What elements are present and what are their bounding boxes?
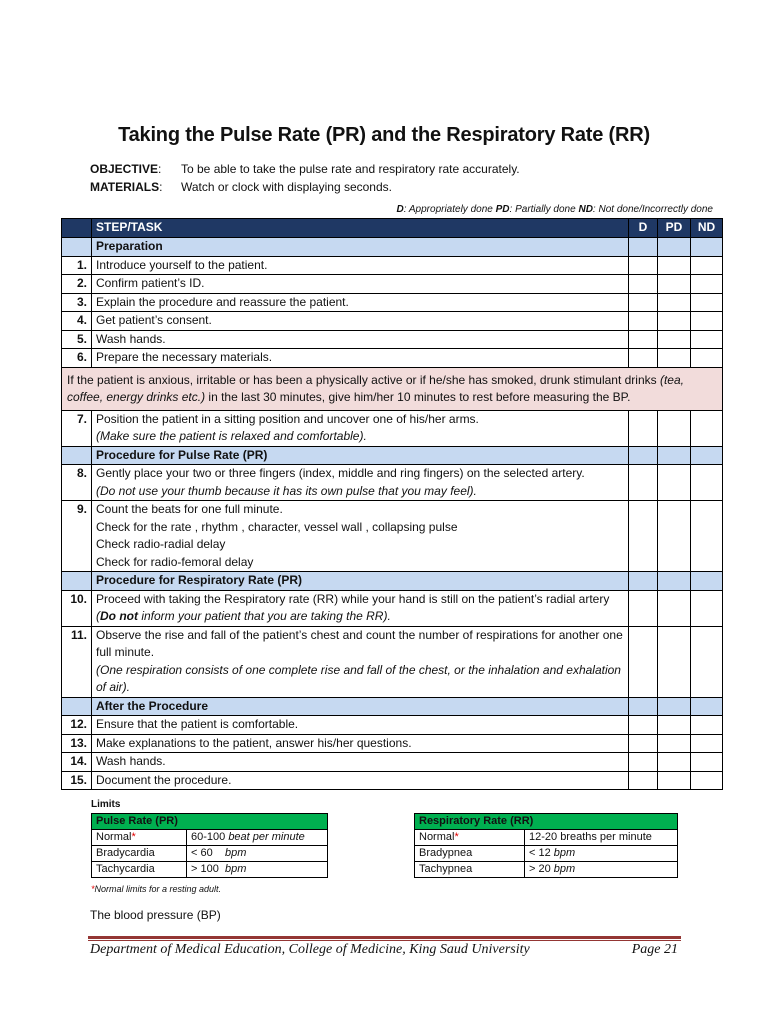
pd-checkbox[interactable] bbox=[658, 256, 691, 275]
table-row: 3. Explain the procedure and reassure the patient. bbox=[62, 293, 723, 312]
d-checkbox[interactable] bbox=[629, 330, 658, 349]
pd-checkbox[interactable] bbox=[658, 590, 691, 626]
table-row: Bradycardia < 60 bpm bbox=[92, 846, 328, 862]
nd-checkbox[interactable] bbox=[691, 349, 723, 368]
legend-d-text: : Appropriately done bbox=[403, 204, 496, 215]
blood-pressure-heading: The blood pressure (BP) bbox=[90, 908, 221, 922]
pd-checkbox[interactable] bbox=[658, 410, 691, 446]
grading-legend bbox=[396, 204, 713, 215]
nd-checkbox[interactable] bbox=[691, 734, 723, 753]
table-row: 1. Introduce yourself to the patient. bbox=[62, 256, 723, 275]
nd-column-header: ND bbox=[691, 219, 723, 238]
limits-header-row bbox=[415, 814, 678, 830]
objective-block bbox=[90, 160, 520, 196]
nd-checkbox[interactable] bbox=[691, 771, 723, 790]
objective-row: OBJECTIVE: To be able to take the pulse rate and respiratory rate accurately. bbox=[90, 162, 520, 176]
table-row: 10. Proceed with taking the Respiratory rate (RR) while your hand is still on the patient’s radial artery (Do not inform your patient that you are taking the RR). bbox=[62, 590, 723, 626]
d-checkbox[interactable] bbox=[629, 293, 658, 312]
pd-checkbox[interactable] bbox=[658, 349, 691, 368]
table-row: Tachypnea > 20 bpm bbox=[415, 862, 678, 878]
precaution-note: If the patient is anxious, irritable or has been a physically active or if he/she has smoked, drunk stimulant drinks (tea, coffee, energy drinks etc.) in the last 30 minutes, give him/her 10 minutes to rest before measuring the BP. bbox=[62, 367, 723, 410]
d-checkbox[interactable] bbox=[629, 771, 658, 790]
legend-d-key: D bbox=[396, 204, 404, 215]
pd-checkbox[interactable] bbox=[658, 734, 691, 753]
footer-divider bbox=[88, 936, 681, 939]
table-row: 14. Wash hands. bbox=[62, 753, 723, 772]
materials-text: Watch or clock with displaying seconds. bbox=[181, 180, 392, 194]
table-row: Normal* 12-20 breaths per minute bbox=[415, 830, 678, 846]
nd-checkbox[interactable] bbox=[691, 256, 723, 275]
table-header-row bbox=[62, 219, 723, 238]
section-row-preparation bbox=[62, 238, 723, 257]
limits-title: Limits bbox=[91, 799, 121, 810]
table-row: Normal* 60-100 beat per minute bbox=[92, 830, 328, 846]
d-checkbox[interactable] bbox=[629, 312, 658, 331]
nd-checkbox[interactable] bbox=[691, 626, 723, 697]
section-row-after bbox=[62, 697, 723, 716]
pd-checkbox[interactable] bbox=[658, 330, 691, 349]
legend-pd-key: PD bbox=[495, 204, 510, 215]
footer-department: Department of Medical Education, College of Medicine, King Saud University bbox=[90, 942, 530, 957]
table-row: 9. Count the beats for one full minute. Check for the rate , rhythm , character, vessel wall , collapsing pulse Check radio-radial delay Check for radio-femoral delay bbox=[62, 501, 723, 572]
footer-divider-thin bbox=[88, 940, 681, 941]
pd-checkbox[interactable] bbox=[658, 465, 691, 501]
table-row: Tachycardia > 100 bpm bbox=[92, 862, 328, 878]
footer-page-number: Page 21 bbox=[631, 942, 678, 957]
precaution-note-row bbox=[62, 367, 723, 410]
table-row: 13. Make explanations to the patient, answer his/her questions. bbox=[62, 734, 723, 753]
page-title: Taking the Pulse Rate (PR) and the Respiratory Rate (RR) bbox=[118, 124, 650, 146]
nd-checkbox[interactable] bbox=[691, 330, 723, 349]
table-row: Bradypnea < 12 bpm bbox=[415, 846, 678, 862]
objective-label: OBJECTIVE bbox=[90, 162, 159, 176]
pulse-rate-limits-table bbox=[91, 813, 328, 878]
table-row: 12. Ensure that the patient is comfortable. bbox=[62, 716, 723, 735]
limits-footnote: *Normal limits for a resting adult. bbox=[91, 884, 222, 894]
legend-pd-text: : Partially done bbox=[509, 204, 579, 215]
d-checkbox[interactable] bbox=[629, 275, 658, 294]
d-checkbox[interactable] bbox=[629, 410, 658, 446]
d-checkbox[interactable] bbox=[629, 349, 658, 368]
pd-checkbox[interactable] bbox=[658, 626, 691, 697]
pd-checkbox[interactable] bbox=[658, 716, 691, 735]
table-row: 7. Position the patient in a sitting position and uncover one of his/her arms. (Make sure the patient is relaxed and comfortable). bbox=[62, 410, 723, 446]
table-row: 5. Wash hands. bbox=[62, 330, 723, 349]
section-row-pulse bbox=[62, 446, 723, 465]
section-row-respiratory bbox=[62, 572, 723, 591]
section-label: Preparation bbox=[92, 238, 629, 257]
pd-checkbox[interactable] bbox=[658, 771, 691, 790]
nd-checkbox[interactable] bbox=[691, 410, 723, 446]
nd-checkbox[interactable] bbox=[691, 293, 723, 312]
section-label: After the Procedure bbox=[92, 697, 629, 716]
pr-limits-header: Pulse Rate (PR) bbox=[92, 814, 328, 830]
checklist-table bbox=[61, 218, 723, 790]
pd-checkbox[interactable] bbox=[658, 293, 691, 312]
pd-checkbox[interactable] bbox=[658, 275, 691, 294]
section-label: Procedure for Respiratory Rate (PR) bbox=[92, 572, 629, 591]
nd-checkbox[interactable] bbox=[691, 590, 723, 626]
rr-limits-header: Respiratory Rate (RR) bbox=[415, 814, 678, 830]
d-checkbox[interactable] bbox=[629, 590, 658, 626]
legend-nd-text: : Not done/Incorrectly done bbox=[592, 204, 713, 215]
materials-row: MATERIALS: Watch or clock with displaying seconds. bbox=[90, 180, 392, 194]
table-row: 15. Document the procedure. bbox=[62, 771, 723, 790]
d-checkbox[interactable] bbox=[629, 465, 658, 501]
step-task-header: STEP/TASK bbox=[92, 219, 629, 238]
limits-header-row bbox=[92, 814, 328, 830]
d-checkbox[interactable] bbox=[629, 256, 658, 275]
pd-column-header: PD bbox=[658, 219, 691, 238]
nd-checkbox[interactable] bbox=[691, 275, 723, 294]
section-label: Procedure for Pulse Rate (PR) bbox=[92, 446, 629, 465]
table-row: 2. Confirm patient’s ID. bbox=[62, 275, 723, 294]
materials-label: MATERIALS bbox=[90, 180, 160, 194]
d-column-header: D bbox=[629, 219, 658, 238]
nd-checkbox[interactable] bbox=[691, 501, 723, 572]
nd-checkbox[interactable] bbox=[691, 465, 723, 501]
table-row: 8. Gently place your two or three fingers (index, middle and ring fingers) on the selected artery. (Do not use your thumb because it has its own pulse that you may feel). bbox=[62, 465, 723, 501]
pd-checkbox[interactable] bbox=[658, 753, 691, 772]
respiratory-rate-limits-table bbox=[414, 813, 678, 878]
legend-nd-key: ND bbox=[578, 204, 593, 215]
d-checkbox[interactable] bbox=[629, 753, 658, 772]
nd-checkbox[interactable] bbox=[691, 753, 723, 772]
nd-checkbox[interactable] bbox=[691, 716, 723, 735]
objective-text: To be able to take the pulse rate and respiratory rate accurately. bbox=[181, 162, 520, 176]
pd-checkbox[interactable] bbox=[658, 501, 691, 572]
d-checkbox[interactable] bbox=[629, 626, 658, 697]
d-checkbox[interactable] bbox=[629, 716, 658, 735]
table-row: 11. Observe the rise and fall of the patient’s chest and count the number of respirations for another one full minute. (One respiration consists of one complete rise and fall of the chest, or the inhalation and exhalation of air). bbox=[62, 626, 723, 697]
nd-checkbox[interactable] bbox=[691, 312, 723, 331]
pd-checkbox[interactable] bbox=[658, 312, 691, 331]
d-checkbox[interactable] bbox=[629, 734, 658, 753]
table-row: 4. Get patient’s consent. bbox=[62, 312, 723, 331]
d-checkbox[interactable] bbox=[629, 501, 658, 572]
table-row: 6. Prepare the necessary materials. bbox=[62, 349, 723, 368]
